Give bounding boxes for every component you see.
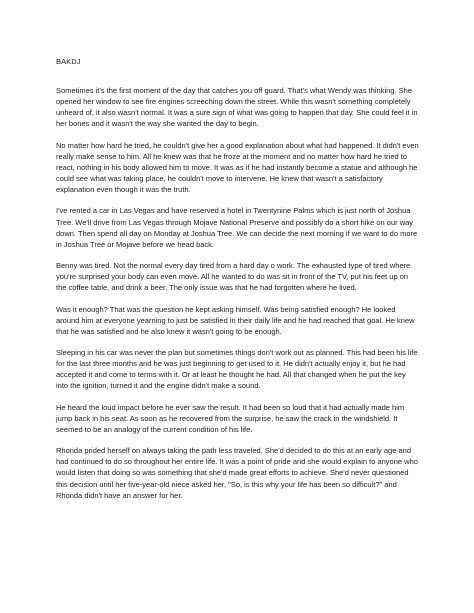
paragraph-2: No matter how hard he tried, he couldn't give her a good explanation about what had happened. It didn't even really make sense to him. All he knew was that he froze at the moment and no matter how hard he tried to react, nothing in his body allowed him to move. It was as if he had instantly become a statue and although he could see what was taking place, he couldn't move to intervene. He knew that wasn't a satisfactory explanation even though it was the truth. <box>56 140 419 195</box>
paragraph-5: Was it enough? That was the question he kept asking himself. Was being satisfied enough? He looked around him at everyone yearning to just be satisfied in their daily life and he had reached that goal. He knew that he was satisfied and he also knew it wasn't going to be enough. <box>56 304 415 336</box>
paragraph-8: Rhonda prided herself on always taking the path less traveled. She'd decided to do this at an early age and had continued to do so throughout her entire life. It was a point of pride and she would explain to anyone who would listen that doing so was something that she'd made great efforts to achieve. She'd never questioned this decision until her five-year-old niece asked her, "So, is this why your life has been so difficult?" and Rhonda didn't have an answer for her. <box>56 446 418 500</box>
paragraph-7: He heard the loud impact before he ever saw the result. It had been so loud that it had actually made him jump back in his seat. As soon as he recovered from the surprise, he saw the crack in the windshield. It seemed to be an analogy of the current condition of his life. <box>56 402 405 434</box>
document-title: BAKDJ <box>56 57 81 66</box>
paragraph-3: I've rented a car in Las Vegas and have reserved a hotel in Twentynine Palms which is just north of Joshua Tree. We'll drive from Las Vegas through Mojave National Preserve and possibly do a short hike on our way down. Then spend all day on Monday at Joshua Tree. We can decide the next morning if we want to do more in Joshua Tree or Mojave before we head back. <box>56 206 418 249</box>
paragraph-4: Benny was tired. Not the normal every day tired from a hard day o work. The exhausted type of tired where you're surprised your body can even move. All he wanted to do was sit in front of the TV, put his feet up on the coffee table, and drink a beer. The only issue was that he had forgotten where he lived. <box>56 261 411 293</box>
paragraph-6: Sleeping in his car was never the plan but sometimes things don't work out as planned. This had been his life for the last three months and he was just beginning to get used to it. He didn't actually enjoy it, but he had accepted it and come to terms with it. Or at least he thought he had. All that changed when he put the key into the ignition, turned it and the engine didn't make a sound. <box>56 347 418 391</box>
paragraph-1: Sometimes it's the first moment of the day that catches you off guard. That's what Wendy was thinking. She opened her window to see fire engines screeching down the street. While this wasn't something completely unheard of, it also wasn't normal. It was a sure sign of what was going to happen that day. She could feel it in her bones and it wasn't the way she wanted the day to begin. <box>56 86 418 129</box>
